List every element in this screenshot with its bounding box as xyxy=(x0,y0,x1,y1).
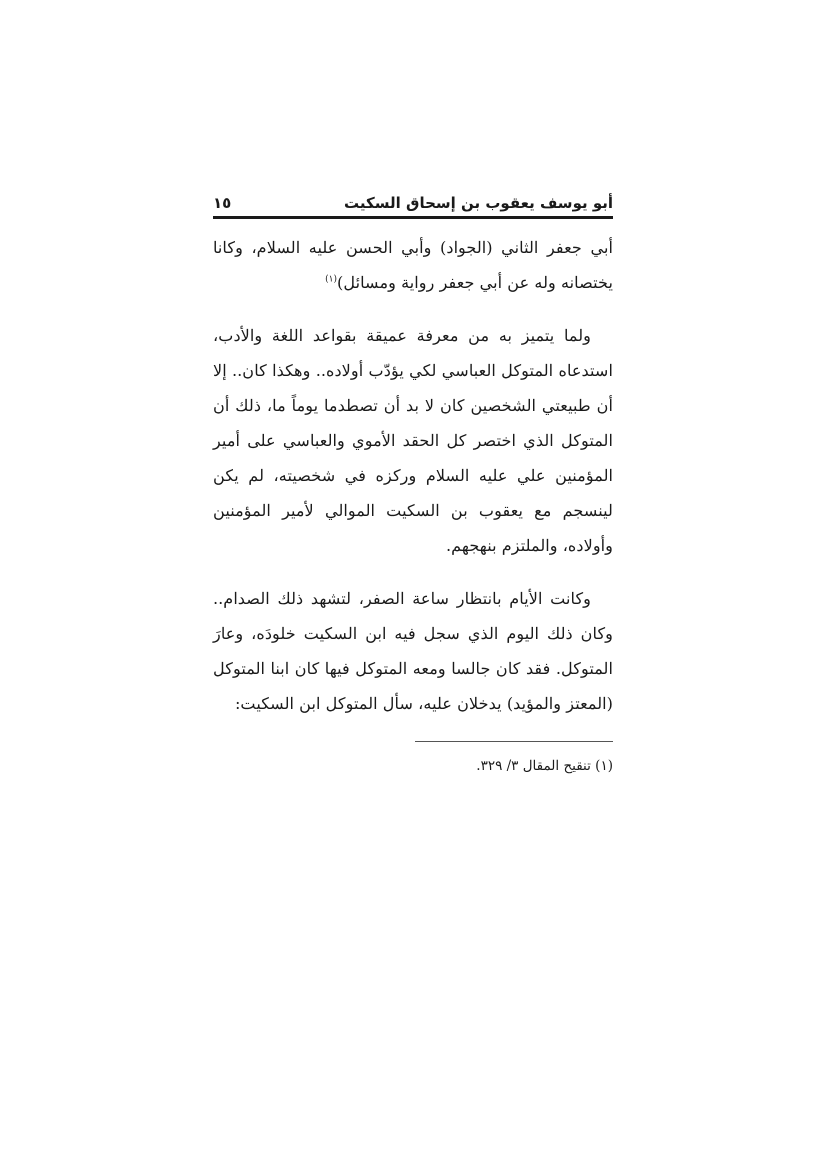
running-header-title: أبو يوسف يعقوب بن إسحاق السكيت xyxy=(344,194,613,212)
running-header xyxy=(213,192,613,218)
paragraph-1 xyxy=(213,230,613,300)
footnote-rule xyxy=(415,741,613,742)
paragraph-1-text: أبي جعفر الثاني (الجواد) وأبي الحسن عليه السلام، وكانا يختصانه وله عن أبي جعفر رواية ومسائل) xyxy=(213,238,613,292)
paragraph-2: ولما يتميز به من معرفة عميقة بقواعد اللغة والأدب، استدعاه المتوكل العباسي لكي يؤدّب أولاده.. وهكذا كان.. إلا أن طبيعتي الشخصين كان لا بد أن تصطدما يوماً ما، ذلك أن المتوكل الذي اختصر كل الحقد الأموي والعباسي على أمير المؤمنين علي عليه السلام وركزه في شخصيته، لم يكن لينسجم مع يعقوب بن السكيت الموالي لأمير المؤمنين وأولاده، والملتزم بنهجهم. xyxy=(213,326,613,555)
page-number: ١٥ xyxy=(213,194,232,212)
footnote: (١) تنقيح المقال ٣/ ٣٢٩. xyxy=(476,758,613,774)
header-rule xyxy=(213,216,613,219)
body-text xyxy=(213,230,613,721)
footnote-ref: (١) xyxy=(325,274,338,285)
book-page xyxy=(213,192,613,778)
paragraph-3: وكانت الأيام بانتظار ساعة الصفر، لتشهد ذلك الصدام.. وكان ذلك اليوم الذي سجل فيه ابن السكيت خلودَه، وعارَ المتوكل. فقد كان جالسا ومعه المتوكل فيها كان ابنا المتوكل (المعتز والمؤيد) يدخلان عليه، سأل المتوكل ابن السكيت: xyxy=(213,589,613,713)
